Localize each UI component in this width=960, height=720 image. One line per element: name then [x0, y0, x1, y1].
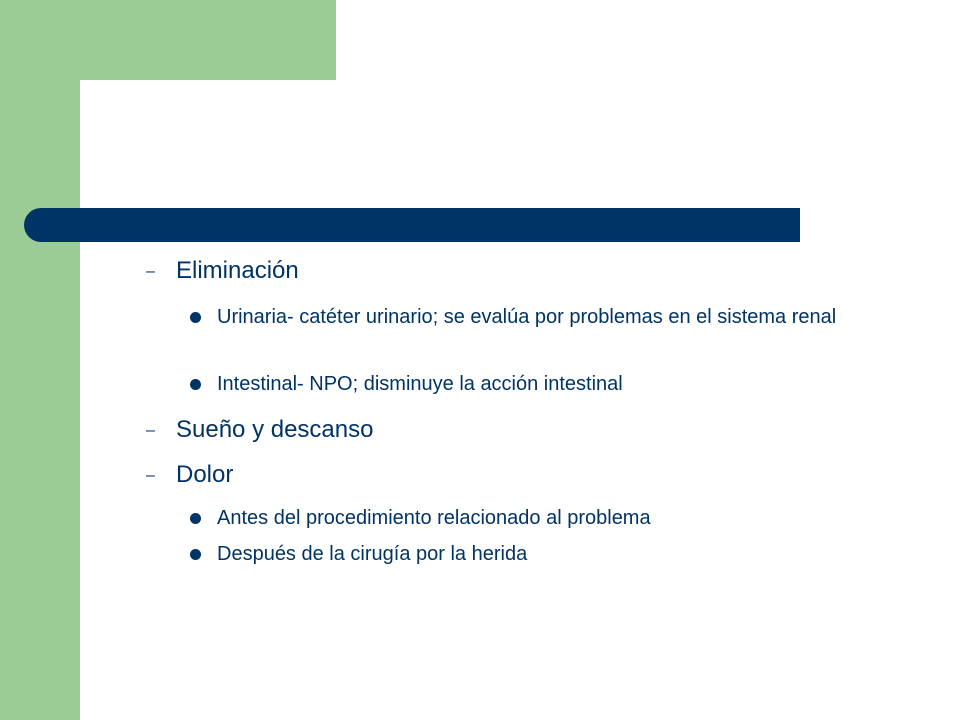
- dash-marker: –: [146, 263, 155, 280]
- outline-subitem: [190, 541, 890, 568]
- outline-item-label: Dolor: [176, 461, 234, 488]
- outline-subitem: [190, 304, 890, 331]
- dash-marker: –: [146, 467, 155, 484]
- bullet-icon: [190, 312, 201, 323]
- outline-item-label: Eliminación: [176, 257, 299, 284]
- subitem-text: Antes del procedimiento relacionado al problema: [217, 507, 651, 529]
- outline-item-label: Sueño y descanso: [176, 416, 374, 443]
- dash-marker: –: [146, 422, 155, 439]
- bullet-icon: [190, 379, 201, 390]
- subitem-text: Urinaria- catéter urinario; se evalúa por problemas en el sistema renal: [217, 306, 837, 328]
- outline-item-dolor: [146, 461, 233, 490]
- outline-subitem: [190, 505, 890, 532]
- outline-item-sueno: [146, 416, 373, 445]
- bullet-icon: [190, 513, 201, 524]
- outline-subitem: [190, 371, 890, 398]
- subitem-text: Intestinal- NPO; disminuye la acción intestinal: [217, 373, 623, 395]
- outline-item-eliminacion: [146, 257, 299, 286]
- bullet-icon: [190, 549, 201, 560]
- subitem-text: Después de la cirugía por la herida: [217, 543, 528, 565]
